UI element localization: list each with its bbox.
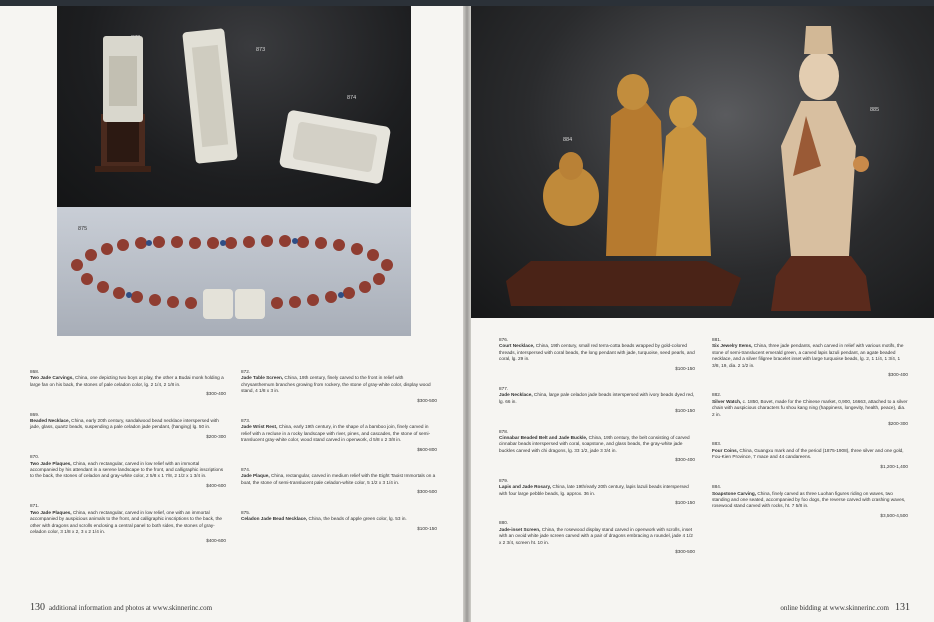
lot-entry: 883. Four Coins, China, Guangxu mark and of the period (1875-1908), three silver and one gold, Fou-Kien Province, 7 mace and 44 candareens. $1,200-1,400 [712, 441, 908, 469]
lot-entry: 874. Jade Plaque, China, rectangular, carved in medium relief with the Eight Taoist Immortals on a boat, the stone of semi-translucent pale celadon-white color, 5 1/2 x 3 1/4 in. $300-500 [241, 467, 437, 495]
catalog-page-left [0, 6, 463, 622]
lot-entry: 882. Silver Watch, c. 1850, Bovet, made for the Chinese market, 0,900, 16663, attached to a silver chain with auspicious characters fu shou kang ning (happiness, longevity, health, peace), dia. 2 in. $200-300 [712, 392, 908, 427]
folio-text: additional information and photos at www.skinnerinc.com [49, 604, 213, 612]
book-gutter [463, 6, 471, 622]
image-label-885: 885 [870, 107, 880, 113]
image-label-873: 873 [256, 47, 266, 53]
image-label-875: 875 [78, 226, 88, 232]
lot-entry: 879. Lapis and Jade Rosary, China, late 19th/early 20th century, lapis lazuli beads interspersed with four large pebble beads, lg. approx. 36 in. $100-150 [499, 477, 695, 505]
lot-entry: 877. Jade Necklace, China, large pale celadon jade beads interspersed with ivory beads dyed red, lg. 66 in. $100-150 [499, 386, 695, 414]
lot-entry: 878. Cinnabar Beaded Belt and Jade Buckle, China, 19th century, the belt consisting of carved cinnabar beads interspersed with coral, soapstone, and glass beads, the gray-white jade buckles carved with chi dragons, lg. 33 1/2, jade 3 3/4 in. $300-400 [499, 428, 695, 463]
image-label-874: 874 [347, 95, 357, 101]
photo-jade-carvings [57, 6, 411, 207]
lot-entry: 876. Court Necklace, China, 19th century, small red terra-cotta beads wrapped by gold-colored threads, interspersed with coral beads, the long pendant with jade, turquoise, seed pearls, and coral, lg. 29 in. $100-150 [499, 337, 695, 371]
soapstone-illustration [471, 6, 934, 318]
jade-items-illustration [57, 6, 411, 207]
page-folio-right [780, 602, 910, 613]
image-label-872: 872 [131, 35, 141, 41]
lot-entry: 884. Soapstone Carving, China, finely carved as three Luohan figures riding on waves, two standing and one seated, accompanied by foo dogs, the reverse carved with crashing waves, rosewood stand carved with rocks, ht. 7 5/8 in. $3,500-4,500 [712, 484, 908, 518]
page-number: 130 [30, 602, 45, 613]
page-folio-left [30, 602, 212, 613]
lot-entry: 881. Six Jewelry Items, China, three jade pendants, each carved in relief with various motifs, the stone of semi-translucent emerald green, a carved lapis lazuli pendant, an agate beaded necklace, and a silver filigree bracelet inset with large turquoise beads, lg. 2, 1 1/4, 1 3/4, 1 3/8, 19, dia. 2 1/2 in. $300-400 [712, 337, 908, 378]
image-label-884: 884 [563, 137, 573, 143]
lots-column-right-1 [499, 337, 695, 569]
lots-column-left-2 [241, 369, 437, 546]
lots-column-right-2 [712, 337, 908, 533]
folio-text: online bidding at www.skinnerinc.com [780, 604, 889, 612]
page-number: 131 [895, 602, 910, 613]
lot-entry: 871. Two Jade Plaques, China, each rectangular, carved in low relief, one with an immortal accompanied by auspicious animals to the front, and calligraphic inscriptions to the back, the other with dragons and scrolls enclosing a central panel to both sides, the stones of gray-celadon color, 3 1/8 x 2, 3 x 2 1/4 in. $400-600 [30, 503, 226, 544]
photo-soapstone-carvings [471, 6, 934, 318]
lot-entry: 873. Jade Wrist Rest, China, early 19th century, in the shape of a bamboo join, finely carved in relief with a recluse in a rocky landscape with river, pines, and cascades, the stone of semi-translucent gray-white color, wood stand carved in openwork, d 5/8 x 2 3/8 in. $600-800 [241, 418, 437, 452]
lot-entry: 872. Jade Table Screen, China, 19th century, finely carved to the front in relief with chrysanthemum branches growing from rockery, the stone of gray-white color, display wood stand, 4 1/8 x 3 in. $300-500 [241, 369, 437, 403]
photo-bead-necklace [57, 207, 411, 336]
lot-entry: 868. Two Jade Carvings, China, one depicting two boys at play, the other a Budai monk holding a large fan on his back, the stones of pale celadon color, lg. 2 1/4, 2 1/8 in. $300-400 [30, 369, 226, 397]
lot-entry: 875. Celadon Jade Bead Necklace, China, the beads of apple green color, lg. 53 in. $100-150 [241, 509, 437, 531]
lot-entry: 869. Beaded Necklace, China, early 20th century, sandalwood bead necklace interspersed with jade, glass, quartz beads, suspending a pale celadon jade pendant, (hanging) lg. 50 in. $200-300 [30, 411, 226, 439]
lots-column-left-1 [30, 369, 226, 559]
catalog-page-right [471, 6, 934, 622]
lot-entry: 880. Jade-inset Screen, China, the rosewood display stand carved in openwork with scrolls, inset with an ovoid white jade screen carved with a pair of dragons embracing a roundel, jade 4 1/2 x 2 3/4, screen ht. 10 in. $300-500 [499, 520, 695, 554]
lot-entry: 870. Two Jade Plaques, China, each rectangular, carved in low relief with an immortal accompanied by his attendant in a serene landscape to the front, and calligraphic inscriptions to the back, the stones of celadon and gray-white color, 2 5/8 x 1 7/8, 2 1/2 x 1 3/4 in. $400-600 [30, 454, 226, 488]
necklace-illustration [57, 207, 411, 336]
